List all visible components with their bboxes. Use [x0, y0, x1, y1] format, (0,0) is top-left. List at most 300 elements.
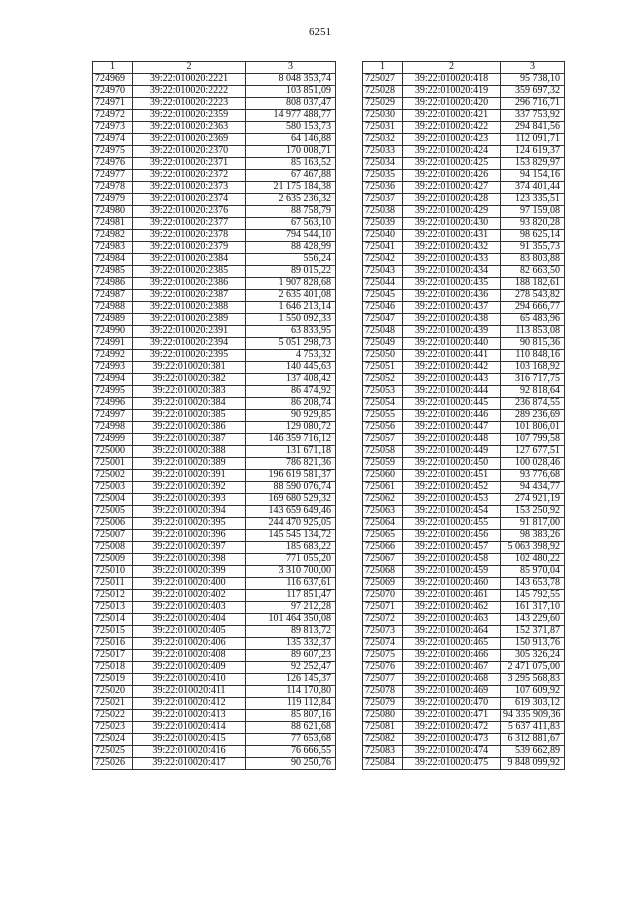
value-cell: 67 467,88 [246, 170, 336, 182]
row-number-cell: 725022 [93, 710, 133, 722]
value-cell: 5 051 298,73 [246, 338, 336, 350]
cadastral-number-cell: 39:22:010020:445 [403, 398, 501, 410]
table-row [93, 542, 336, 554]
row-number-cell: 725016 [93, 638, 133, 650]
table-row [93, 650, 336, 662]
cadastral-number-cell: 39:22:010020:416 [133, 746, 246, 758]
value-cell: 296 716,71 [501, 98, 565, 110]
row-number-cell: 724976 [93, 158, 133, 170]
table-row [363, 446, 565, 458]
table-row [363, 314, 565, 326]
cadastral-number-cell: 39:22:010020:404 [133, 614, 246, 626]
table-row [363, 590, 565, 602]
cadastral-number-cell: 39:22:010020:475 [403, 758, 501, 770]
row-number-cell: 725052 [363, 374, 403, 386]
table-row [363, 746, 565, 758]
row-number-cell: 724995 [93, 386, 133, 398]
value-cell: 1 646 213,14 [246, 302, 336, 314]
cadastral-number-cell: 39:22:010020:388 [133, 446, 246, 458]
row-number-cell: 724981 [93, 218, 133, 230]
table-row [93, 374, 336, 386]
row-number-cell: 725015 [93, 626, 133, 638]
row-number-cell: 725038 [363, 206, 403, 218]
table-row [93, 530, 336, 542]
value-cell: 619 303,12 [501, 698, 565, 710]
row-number-cell: 725000 [93, 446, 133, 458]
table-row [363, 206, 565, 218]
value-cell: 1 907 828,68 [246, 278, 336, 290]
table-row [93, 218, 336, 230]
cadastral-number-cell: 39:22:010020:405 [133, 626, 246, 638]
row-number-cell: 725019 [93, 674, 133, 686]
table-row [363, 398, 565, 410]
row-number-cell: 725060 [363, 470, 403, 482]
value-cell: 808 037,47 [246, 98, 336, 110]
value-cell: 169 680 529,32 [246, 494, 336, 506]
table-row [363, 386, 565, 398]
table-row [93, 506, 336, 518]
row-number-cell: 724972 [93, 110, 133, 122]
cadastral-number-cell: 39:22:010020:448 [403, 434, 501, 446]
table-row [363, 662, 565, 674]
row-number-cell: 725014 [93, 614, 133, 626]
table-row [363, 218, 565, 230]
cadastral-number-cell: 39:22:010020:468 [403, 674, 501, 686]
cadastral-number-cell: 39:22:010020:408 [133, 650, 246, 662]
cadastral-number-cell: 39:22:010020:472 [403, 722, 501, 734]
row-number-cell: 724991 [93, 338, 133, 350]
value-cell: 146 359 716,12 [246, 434, 336, 446]
row-number-cell: 725064 [363, 518, 403, 530]
cadastral-number-cell: 39:22:010020:436 [403, 290, 501, 302]
value-cell: 152 371,87 [501, 626, 565, 638]
value-cell: 2 635 401,08 [246, 290, 336, 302]
cadastral-number-cell: 39:22:010020:413 [133, 710, 246, 722]
table-row [93, 266, 336, 278]
cadastral-number-cell: 39:22:010020:2369 [133, 134, 246, 146]
table-row [93, 410, 336, 422]
table-row [363, 542, 565, 554]
row-number-cell: 724975 [93, 146, 133, 158]
cadastral-number-cell: 39:22:010020:395 [133, 518, 246, 530]
table-row [93, 578, 336, 590]
cadastral-number-cell: 39:22:010020:409 [133, 662, 246, 674]
table-row [363, 278, 565, 290]
cadastral-number-cell: 39:22:010020:2385 [133, 266, 246, 278]
value-cell: 305 326,24 [501, 650, 565, 662]
value-cell: 91 817,00 [501, 518, 565, 530]
value-cell: 93 820,28 [501, 218, 565, 230]
table-row [93, 170, 336, 182]
row-number-cell: 725084 [363, 758, 403, 770]
table-row [93, 722, 336, 734]
row-number-cell: 725041 [363, 242, 403, 254]
cadastral-number-cell: 39:22:010020:391 [133, 470, 246, 482]
table-row [93, 518, 336, 530]
table-row [363, 170, 565, 182]
value-cell: 556,24 [246, 254, 336, 266]
cadastral-number-cell: 39:22:010020:2371 [133, 158, 246, 170]
row-number-cell: 724998 [93, 422, 133, 434]
value-cell: 89 813,72 [246, 626, 336, 638]
table-row [363, 326, 565, 338]
cadastral-number-cell: 39:22:010020:464 [403, 626, 501, 638]
value-cell: 91 355,73 [501, 242, 565, 254]
value-cell: 93 776,68 [501, 470, 565, 482]
row-number-cell: 724971 [93, 98, 133, 110]
cadastral-number-cell: 39:22:010020:2384 [133, 254, 246, 266]
cadastral-number-cell: 39:22:010020:2374 [133, 194, 246, 206]
value-cell: 794 544,10 [246, 230, 336, 242]
value-cell: 359 697,32 [501, 86, 565, 98]
row-number-cell: 725013 [93, 602, 133, 614]
table-row [93, 590, 336, 602]
cadastral-number-cell: 39:22:010020:403 [133, 602, 246, 614]
table-row [93, 734, 336, 746]
table-row [93, 242, 336, 254]
table-row [93, 554, 336, 566]
value-cell: 4 753,32 [246, 350, 336, 362]
cadastral-number-cell: 39:22:010020:443 [403, 374, 501, 386]
table-row [363, 758, 565, 770]
table-row [93, 458, 336, 470]
cadastral-number-cell: 39:22:010020:411 [133, 686, 246, 698]
cadastral-number-cell: 39:22:010020:425 [403, 158, 501, 170]
value-cell: 103 168,92 [501, 362, 565, 374]
table-row [363, 422, 565, 434]
row-number-cell: 725031 [363, 122, 403, 134]
table-row [93, 146, 336, 158]
cadastral-number-cell: 39:22:010020:2394 [133, 338, 246, 350]
table-row [93, 350, 336, 362]
row-number-cell: 725035 [363, 170, 403, 182]
row-number-cell: 725032 [363, 134, 403, 146]
value-cell: 140 445,63 [246, 362, 336, 374]
row-number-cell: 725075 [363, 650, 403, 662]
value-cell: 124 619,37 [501, 146, 565, 158]
value-cell: 67 563,10 [246, 218, 336, 230]
table-row [363, 674, 565, 686]
row-number-cell: 725006 [93, 518, 133, 530]
row-number-cell: 725033 [363, 146, 403, 158]
cadastral-number-cell: 39:22:010020:392 [133, 482, 246, 494]
row-number-cell: 725072 [363, 614, 403, 626]
cadastral-number-cell: 39:22:010020:2379 [133, 242, 246, 254]
table-row [363, 362, 565, 374]
table-row [93, 566, 336, 578]
value-cell: 294 841,56 [501, 122, 565, 134]
table-row [93, 662, 336, 674]
value-cell: 580 153,73 [246, 122, 336, 134]
row-number-cell: 725050 [363, 350, 403, 362]
value-cell: 539 662,89 [501, 746, 565, 758]
value-cell: 127 677,51 [501, 446, 565, 458]
table-row [363, 482, 565, 494]
cadastral-number-cell: 39:22:010020:444 [403, 386, 501, 398]
cadastral-number-cell: 39:22:010020:471 [403, 710, 501, 722]
cadastral-number-cell: 39:22:010020:418 [403, 74, 501, 86]
row-number-cell: 725046 [363, 302, 403, 314]
row-number-cell: 724983 [93, 242, 133, 254]
row-number-cell: 725020 [93, 686, 133, 698]
row-number-cell: 724978 [93, 182, 133, 194]
value-cell: 153 829,97 [501, 158, 565, 170]
value-cell: 21 175 184,38 [246, 182, 336, 194]
row-number-cell: 725010 [93, 566, 133, 578]
cadastral-number-cell: 39:22:010020:398 [133, 554, 246, 566]
cadastral-number-cell: 39:22:010020:438 [403, 314, 501, 326]
table-row [93, 446, 336, 458]
row-number-cell: 724989 [93, 314, 133, 326]
row-number-cell: 724987 [93, 290, 133, 302]
table-header-row [363, 62, 565, 74]
value-cell: 9 848 099,92 [501, 758, 565, 770]
row-number-cell: 725009 [93, 554, 133, 566]
value-cell: 185 683,22 [246, 542, 336, 554]
value-cell: 5 063 398,92 [501, 542, 565, 554]
table-row [93, 86, 336, 98]
table-row [93, 698, 336, 710]
cadastral-number-cell: 39:22:010020:462 [403, 602, 501, 614]
cadastral-number-cell: 39:22:010020:412 [133, 698, 246, 710]
table-row [363, 338, 565, 350]
value-cell: 14 977 488,77 [246, 110, 336, 122]
value-cell: 3 310 700,00 [246, 566, 336, 578]
cadastral-number-cell: 39:22:010020:454 [403, 506, 501, 518]
cadastral-number-cell: 39:22:010020:2376 [133, 206, 246, 218]
table-row [363, 698, 565, 710]
table-row [363, 650, 565, 662]
value-cell: 83 803,88 [501, 254, 565, 266]
row-number-cell: 725059 [363, 458, 403, 470]
row-number-cell: 725049 [363, 338, 403, 350]
value-cell: 114 170,80 [246, 686, 336, 698]
value-cell: 153 250,92 [501, 506, 565, 518]
cadastral-number-cell: 39:22:010020:2221 [133, 74, 246, 86]
table-row [93, 470, 336, 482]
row-number-cell: 725044 [363, 278, 403, 290]
row-number-cell: 725061 [363, 482, 403, 494]
cadastral-number-cell: 39:22:010020:410 [133, 674, 246, 686]
table-row [363, 98, 565, 110]
cadastral-number-cell: 39:22:010020:383 [133, 386, 246, 398]
table-row [363, 494, 565, 506]
cadastral-number-cell: 39:22:010020:460 [403, 578, 501, 590]
value-cell: 294 666,77 [501, 302, 565, 314]
cadastral-number-cell: 39:22:010020:441 [403, 350, 501, 362]
row-number-cell: 724979 [93, 194, 133, 206]
cadastral-number-cell: 39:22:010020:449 [403, 446, 501, 458]
value-cell: 101 464 350,08 [246, 614, 336, 626]
value-cell: 1 550 092,33 [246, 314, 336, 326]
cadastral-number-cell: 39:22:010020:385 [133, 410, 246, 422]
row-number-cell: 724984 [93, 254, 133, 266]
row-number-cell: 724992 [93, 350, 133, 362]
row-number-cell: 725039 [363, 218, 403, 230]
table-row [363, 578, 565, 590]
table-row [363, 110, 565, 122]
cadastral-number-cell: 39:22:010020:393 [133, 494, 246, 506]
cadastral-number-cell: 39:22:010020:426 [403, 170, 501, 182]
row-number-cell: 724977 [93, 170, 133, 182]
table-row [363, 242, 565, 254]
value-cell: 95 738,10 [501, 74, 565, 86]
table-row [363, 554, 565, 566]
value-cell: 97 159,08 [501, 206, 565, 218]
value-cell: 3 295 568,83 [501, 674, 565, 686]
row-number-cell: 724990 [93, 326, 133, 338]
row-number-cell: 725045 [363, 290, 403, 302]
row-number-cell: 725083 [363, 746, 403, 758]
value-cell: 145 792,55 [501, 590, 565, 602]
cadastral-number-cell: 39:22:010020:2370 [133, 146, 246, 158]
cadastral-number-cell: 39:22:010020:2222 [133, 86, 246, 98]
value-cell: 5 637 411,83 [501, 722, 565, 734]
table-row [93, 290, 336, 302]
row-number-cell: 725062 [363, 494, 403, 506]
value-cell: 103 851,09 [246, 86, 336, 98]
row-number-cell: 725043 [363, 266, 403, 278]
cadastral-number-cell: 39:22:010020:414 [133, 722, 246, 734]
value-cell: 143 659 649,46 [246, 506, 336, 518]
value-cell: 92 252,47 [246, 662, 336, 674]
value-cell: 143 229,60 [501, 614, 565, 626]
row-number-cell: 725001 [93, 458, 133, 470]
table-row [93, 494, 336, 506]
row-number-cell: 725029 [363, 98, 403, 110]
row-number-cell: 724974 [93, 134, 133, 146]
left-table [92, 61, 336, 770]
row-number-cell: 725018 [93, 662, 133, 674]
value-cell: 236 874,55 [501, 398, 565, 410]
table-row [93, 98, 336, 110]
value-cell: 126 145,37 [246, 674, 336, 686]
value-cell: 107 799,58 [501, 434, 565, 446]
cadastral-number-cell: 39:22:010020:474 [403, 746, 501, 758]
value-cell: 107 609,92 [501, 686, 565, 698]
value-cell: 316 717,75 [501, 374, 565, 386]
cadastral-number-cell: 39:22:010020:2223 [133, 98, 246, 110]
table-row [363, 530, 565, 542]
cadastral-number-cell: 39:22:010020:421 [403, 110, 501, 122]
right-table [362, 61, 565, 770]
row-number-cell: 725025 [93, 746, 133, 758]
cadastral-number-cell: 39:22:010020:439 [403, 326, 501, 338]
cadastral-number-cell: 39:22:010020:2363 [133, 122, 246, 134]
row-number-cell: 725068 [363, 566, 403, 578]
table-row [363, 182, 565, 194]
value-cell: 117 851,47 [246, 590, 336, 602]
cadastral-number-cell: 39:22:010020:420 [403, 98, 501, 110]
row-number-cell: 725065 [363, 530, 403, 542]
value-cell: 244 470 925,05 [246, 518, 336, 530]
table-row [93, 422, 336, 434]
cadastral-number-cell: 39:22:010020:2378 [133, 230, 246, 242]
cadastral-number-cell: 39:22:010020:2388 [133, 302, 246, 314]
value-cell: 116 637,61 [246, 578, 336, 590]
cadastral-number-cell: 39:22:010020:465 [403, 638, 501, 650]
table-row [363, 302, 565, 314]
value-cell: 786 821,36 [246, 458, 336, 470]
row-number-cell: 725048 [363, 326, 403, 338]
row-number-cell: 725012 [93, 590, 133, 602]
value-cell: 89 607,23 [246, 650, 336, 662]
value-cell: 90 929,85 [246, 410, 336, 422]
table-row [363, 86, 565, 98]
cadastral-number-cell: 39:22:010020:459 [403, 566, 501, 578]
cadastral-number-cell: 39:22:010020:470 [403, 698, 501, 710]
cadastral-number-cell: 39:22:010020:451 [403, 470, 501, 482]
row-number-cell: 725081 [363, 722, 403, 734]
cadastral-number-cell: 39:22:010020:473 [403, 734, 501, 746]
value-cell: 85 807,16 [246, 710, 336, 722]
row-number-cell: 725037 [363, 194, 403, 206]
cadastral-number-cell: 39:22:010020:394 [133, 506, 246, 518]
cadastral-number-cell: 39:22:010020:467 [403, 662, 501, 674]
value-cell: 170 008,71 [246, 146, 336, 158]
row-number-cell: 725011 [93, 578, 133, 590]
table-row [363, 74, 565, 86]
cadastral-number-cell: 39:22:010020:419 [403, 86, 501, 98]
row-number-cell: 725066 [363, 542, 403, 554]
value-cell: 123 335,51 [501, 194, 565, 206]
value-cell: 113 853,08 [501, 326, 565, 338]
cadastral-number-cell: 39:22:010020:446 [403, 410, 501, 422]
cadastral-number-cell: 39:22:010020:399 [133, 566, 246, 578]
row-number-cell: 725002 [93, 470, 133, 482]
table-row [93, 674, 336, 686]
cadastral-number-cell: 39:22:010020:400 [133, 578, 246, 590]
row-number-cell: 724996 [93, 398, 133, 410]
value-cell: 77 653,68 [246, 734, 336, 746]
table-row [363, 230, 565, 242]
value-cell: 101 806,01 [501, 422, 565, 434]
table-row [93, 626, 336, 638]
cadastral-number-cell: 39:22:010020:2377 [133, 218, 246, 230]
row-number-cell: 725055 [363, 410, 403, 422]
table-row [93, 182, 336, 194]
cadastral-number-cell: 39:22:010020:387 [133, 434, 246, 446]
value-cell: 771 055,20 [246, 554, 336, 566]
value-cell: 374 401,44 [501, 182, 565, 194]
cadastral-number-cell: 39:22:010020:2391 [133, 326, 246, 338]
row-number-cell: 725023 [93, 722, 133, 734]
table-row [93, 314, 336, 326]
table-row [93, 278, 336, 290]
row-number-cell: 724997 [93, 410, 133, 422]
table-row [93, 386, 336, 398]
row-number-cell: 725082 [363, 734, 403, 746]
value-cell: 188 182,61 [501, 278, 565, 290]
value-cell: 145 545 134,72 [246, 530, 336, 542]
row-number-cell: 725053 [363, 386, 403, 398]
value-cell: 2 471 075,00 [501, 662, 565, 674]
row-number-cell: 725007 [93, 530, 133, 542]
row-number-cell: 724970 [93, 86, 133, 98]
table-row [363, 254, 565, 266]
table-row [363, 434, 565, 446]
value-cell: 94 335 909,36 [501, 710, 565, 722]
value-cell: 82 663,50 [501, 266, 565, 278]
row-number-cell: 725003 [93, 482, 133, 494]
cadastral-number-cell: 39:22:010020:428 [403, 194, 501, 206]
table-row [363, 350, 565, 362]
cadastral-number-cell: 39:22:010020:442 [403, 362, 501, 374]
cadastral-number-cell: 39:22:010020:397 [133, 542, 246, 554]
table-row [363, 134, 565, 146]
table-row [363, 146, 565, 158]
table-row [93, 134, 336, 146]
